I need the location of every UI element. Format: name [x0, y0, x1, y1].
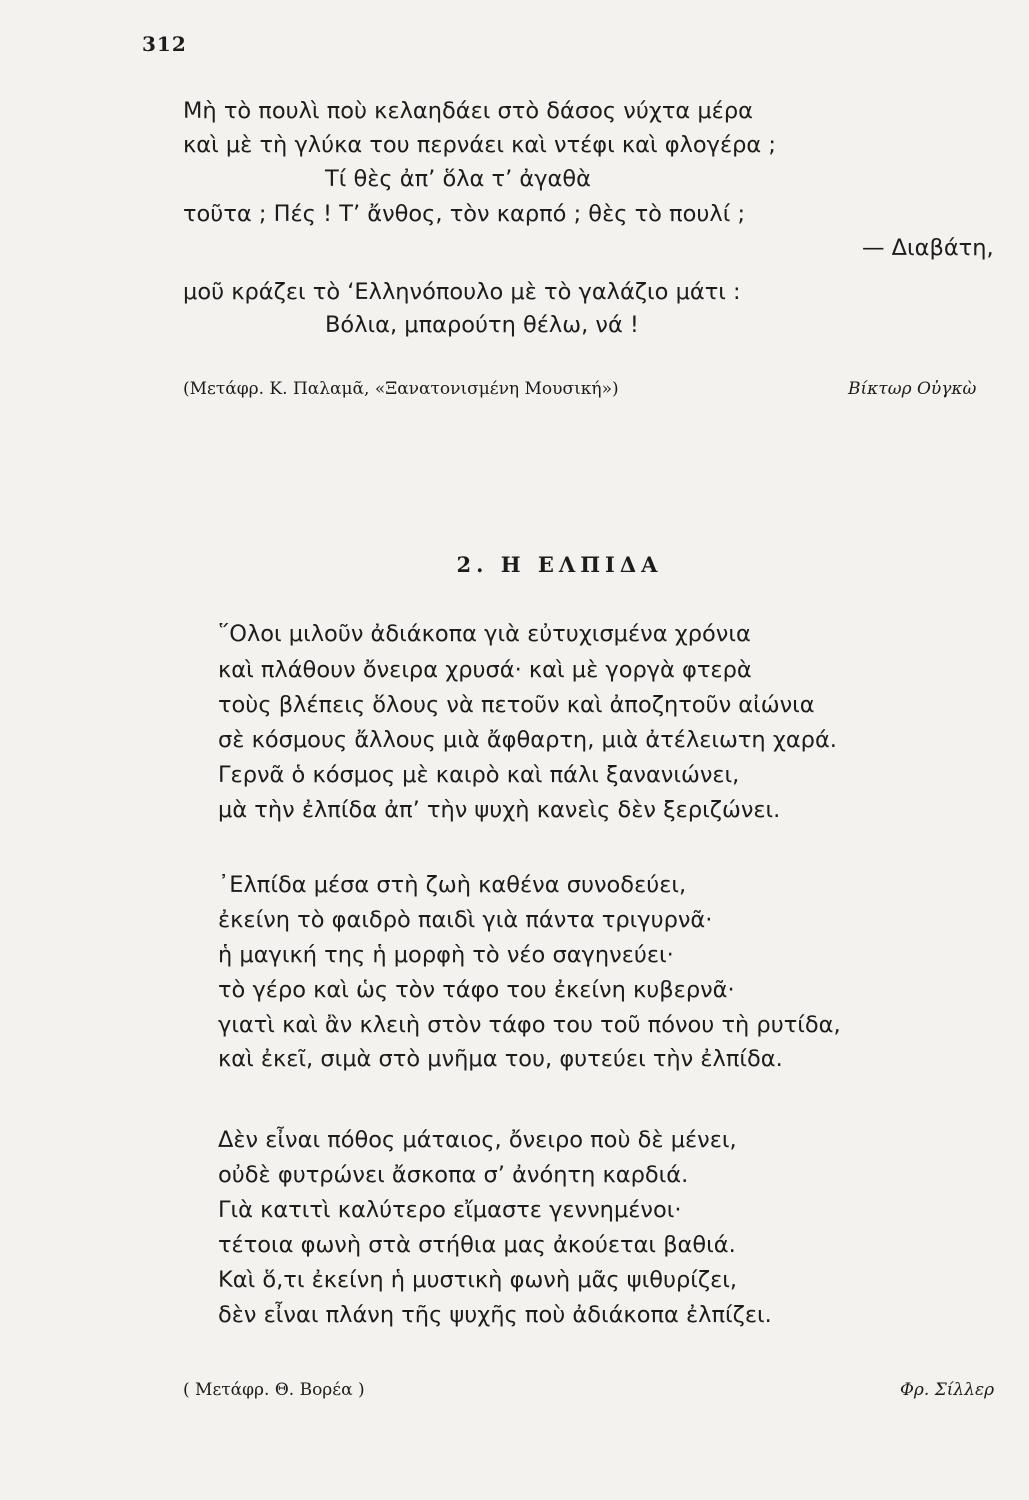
poem-line: Δὲν εἶναι πόθος μάταιος, ὄνειρο ποὺ δὲ μένει, — [218, 1127, 737, 1153]
poem-line: τοὺς βλέπεις ὅλους νὰ πετοῦν καὶ ἀποζητοῦν αἰώνια — [218, 692, 815, 718]
poem-line: ᾿Ελπίδα μέσα στὴ ζωὴ καθένα συνοδεύει, — [218, 872, 687, 898]
poem-line: μοῦ κράζει τὸ ‘Ελληνόπουλο μὲ τὸ γαλάζιο μάτι : — [183, 279, 741, 305]
poem-line: ἐκείνη τὸ φαιδρὸ παιδὶ γιὰ πάντα τριγυρνᾶ· — [218, 907, 713, 933]
poem-author: Βίκτωρ Οὐγκὼ — [848, 379, 977, 399]
poem-line: ἡ μαγική της ἡ μορφὴ τὸ νέο σαγηνεύει· — [218, 942, 674, 968]
page-number: 312 — [142, 32, 187, 56]
poem-line: ῞Ολοι μιλοῦν ἀδιάκοπα γιὰ εὐτυχισμένα χρόνια — [218, 621, 751, 647]
poem-line: Μὴ τὸ πουλὶ ποὺ κελαηδάει στὸ δάσος νύχτα μέρα — [183, 98, 753, 124]
poem-line: καὶ πλάθουν ὄνειρα χρυσά· καὶ μὲ γοργὰ φτερὰ — [218, 657, 752, 683]
poem-line: Καὶ ὅ,τι ἐκείνη ἡ μυστικὴ φωνὴ μᾶς ψιθυρίζει, — [218, 1267, 738, 1293]
section-title: 2. Η ΕΛΠΙΔΑ — [456, 552, 663, 577]
poem-line: Τί θὲς ἀπ’ ὅλα τ’ ἀγαθὰ — [325, 166, 591, 192]
translator-attribution: ( Μετάφρ. Θ. Βορέα ) — [183, 1380, 365, 1400]
poem-line: τὸ γέρο καὶ ὡς τὸν τάφο του ἐκείνη κυβερνᾶ· — [218, 977, 735, 1003]
poem-line: Βόλια, μπαρούτη θέλω, νά ! — [325, 312, 639, 338]
poem-author: Φρ. Σίλλερ — [900, 1380, 995, 1400]
poem-line: Γιὰ κατιτὶ καλύτερο εἴμαστε γεννημένοι· — [218, 1197, 682, 1223]
translator-attribution: (Μετάφρ. Κ. Παλαμᾶ, «Ξανατονισμένη Μουσική») — [183, 379, 619, 399]
poem-line: καὶ μὲ τὴ γλύκα του περνάει καὶ ντέφι καὶ φλογέρα ; — [183, 132, 776, 158]
poem-line: γιατὶ καὶ ἂν κλειὴ στὸν τάφο του τοῦ πόνου τὴ ρυτίδα, — [218, 1012, 841, 1038]
poem-line: δὲν εἶναι πλάνη τῆς ψυχῆς ποὺ ἀδιάκοπα ἐλπίζει. — [218, 1302, 772, 1328]
poem-line: καὶ ἐκεῖ, σιμὰ στὸ μνῆμα του, φυτεύει τὴν ἐλπίδα. — [218, 1046, 783, 1072]
poem-line: οὐδὲ φυτρώνει ἄσκοπα σ’ ἀνόητη καρδιά. — [218, 1162, 689, 1188]
poem-line: τοῦτα ; Πές ! Τ’ ἄνθος, τὸν καρπό ; θὲς τὸ πουλί ; — [183, 201, 746, 227]
poem-line: μὰ τὴν ἐλπίδα ἀπ’ τὴν ψυχὴ κανεὶς δὲν ξεριζώνει. — [218, 797, 781, 823]
poem-line: τέτοια φωνὴ στὰ στήθια μας ἀκούεται βαθιά. — [218, 1232, 736, 1258]
poem-line: — Διαβάτη, — [862, 235, 994, 261]
poem-line: Γερνᾶ ὁ κόσμος μὲ καιρὸ καὶ πάλι ξανανιώνει, — [218, 762, 740, 788]
poem-line: σὲ κόσμους ἄλλους μιὰ ἄφθαρτη, μιὰ ἀτέλειωτη χαρά. — [218, 727, 837, 753]
